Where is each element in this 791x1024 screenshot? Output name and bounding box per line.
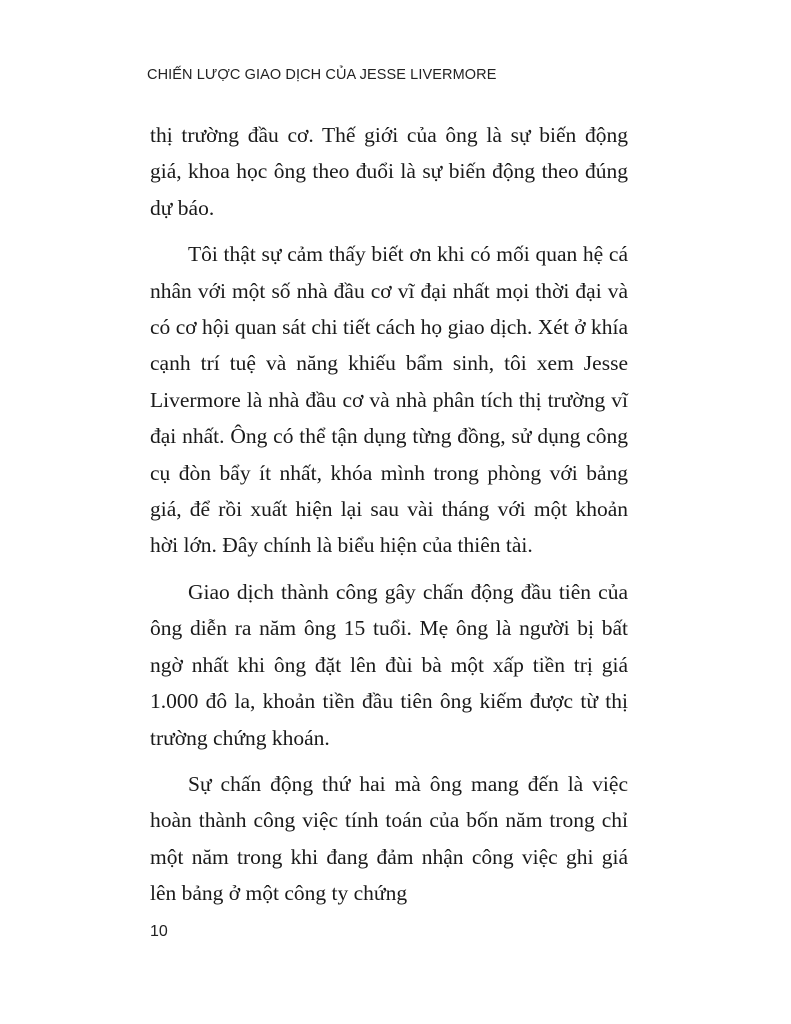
paragraph-3: Giao dịch thành công gây chấn động đầu tiên của ông diễn ra năm ông 15 tuổi. Mẹ ông là người bị bất ngờ nhất khi ông đặt lên đùi bà một xấp tiền trị giá 1.000 đô la, khoản tiền đầu tiên ông kiếm được từ thị trường chứng khoán.	[150, 579, 628, 750]
paragraph-4: Sự chấn động thứ hai mà ông mang đến là việc hoàn thành công việc tính toán của bốn năm trong chỉ một năm trong khi đang đảm nhận công việc ghi giá lên bảng ở một công ty chứng	[150, 771, 628, 906]
paragraph-2: Tôi thật sự cảm thấy biết ơn khi có mối quan hệ cá nhân với một số nhà đầu cơ vĩ đại nhất mọi thời đại và có cơ hội quan sát chi tiết cách họ giao dịch. Xét ở khía cạnh trí tuệ và năng khiếu bẩm sinh, tôi xem Jesse Livermore là nhà đầu cơ và nhà phân tích thị trường vĩ đại nhất. Ông có thể tận dụng từng đồng, sử dụng công cụ đòn bẩy ít nhất, khóa mình trong phòng với bảng giá, để rồi xuất hiện lại sau vài tháng với một khoản hời lớn. Đây chính là biểu hiện của thiên tài.	[150, 242, 628, 558]
paragraph-1: thị trường đầu cơ. Thế giới của ông là sự biến động giá, khoa học ông theo đuổi là sự biến động theo đúng dự báo.	[150, 123, 628, 220]
running-header-title: CHIẾN LƯỢC GIAO DỊCH CỦA JESSE LIVERMORE	[147, 67, 497, 83]
page-number: 10	[150, 923, 168, 940]
body-text	[150, 117, 628, 922]
